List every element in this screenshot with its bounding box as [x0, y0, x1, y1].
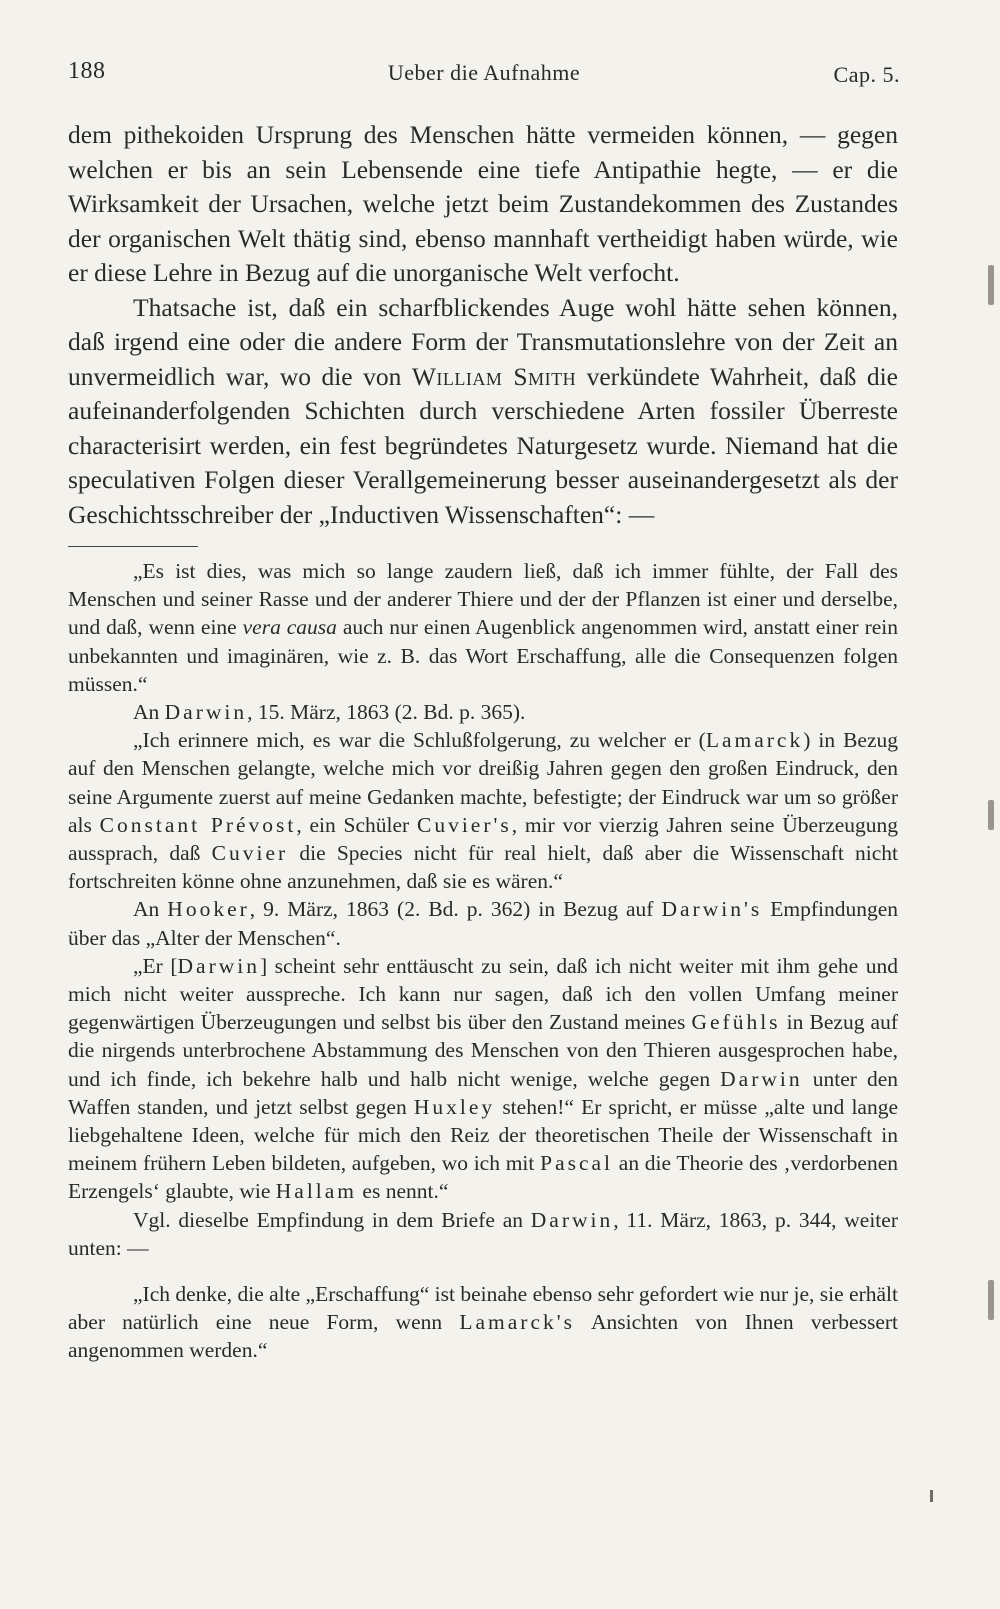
- main-text: [68, 118, 898, 1365]
- citation-2: An Hooker, 9. März, 1863 (2. Bd. p. 362) in Bezug auf Darwin's Empfindungen über das „Alter der Menschen“.: [68, 897, 899, 950]
- margin-artifact: [988, 265, 994, 305]
- margin-artifact: [988, 800, 994, 830]
- running-header: [68, 58, 900, 90]
- paper-speck: [930, 1490, 933, 1502]
- footnote-divider: [68, 546, 198, 547]
- quotation-2: „Ich erinnere mich, es war die Schlußfolgerung, zu welcher er (Lamarck) in Bezug auf den Menschen gelangte, welche mich vor dreißig Jahren gegen den großen Eindruck, den seine Argumente zuerst auf meine Gedanken machte, befestigte; der Eindruck war um so größer als Constant Prévost, ein Schüler Cuvier's, mir vor vierzig Jahren seine Überzeugung aussprach, daß Cuvier die Species nicht für real hielt, daß aber die Wissenschaft nicht fortschreiten könne ohne anzunehmen, daß sie es wären.“: [68, 728, 899, 894]
- citation-1: An Darwin, 15. März, 1863 (2. Bd. p. 365).: [133, 700, 526, 725]
- quotation-1: „Es ist dies, was mich so lange zaudern ließ, daß ich immer fühlte, der Fall des Menschen und seiner Rasse und der anderer Thiere und der der Pflanzen ist einer und derselbe, und daß, wenn eine vera causa auch nur einen Augenblick angenommen wird, anstatt einer rein unbekannten und imaginären, wie z. B. das Wort Erschaffung, alle die Consequenzen folgen müssen.“: [68, 559, 899, 696]
- page-number: 188: [68, 58, 106, 84]
- running-title: Ueber die Aufnahme: [387, 60, 581, 85]
- latin-term: vera causa: [242, 615, 337, 640]
- quotation-3: „Er [Darwin] scheint sehr enttäuscht zu sein, daß ich nicht weiter mit ihm gehe und mich nicht weiter ausspreche. Ich kann nur sagen, daß ich den vollen Umfang meiner gegenwärtigen Überzeugungen und selbst bis über den Zustand meines Gefühls in Bezug auf die nirgends unterbrochene Abstammung des Menschen von den Thieren ausgesprochen habe, und ich finde, ich bekehre halb und halb nicht wenige, welche gegen Darwin unter den Waffen standen, und jetzt selbst gegen Huxley stehen!“ Er spricht, er müsse „alte und lange liebgehaltene Ideen, welche für mich den Reiz der theoretischen Theile der Wissenschaft in meinem frühern Leben bildeten, aufgeben, wo ich mit Pascal an die Theorie des ‚verdorbenen Erzengels‘ glaubte, wie Hallam es nennt.“: [68, 953, 899, 1204]
- quotations-block: [68, 557, 898, 1365]
- citation-3: Vgl. dieselbe Empfindung in dem Briefe an Darwin, 11. März, 1863, p. 344, weiter unten: —: [68, 1207, 898, 1260]
- quotation-4: „Ich denke, die alte „Erschaffung“ ist beinahe ebenso sehr gefordert wie nur je, sie erhält aber natürlich eine neue Form, wenn Lamarck's Ansichten von Ihnen verbessert angenommen werden.“: [68, 1282, 898, 1363]
- margin-artifact: [988, 1280, 994, 1320]
- person-name: William Smith: [411, 361, 577, 391]
- paragraph-1: dem pithekoiden Ursprung des Menschen hätte vermeiden können, — gegen welchen er bis an sein Lebensende eine tiefe Antipathie hegte, — er die Wirksamkeit der Ursachen, welche jetzt beim Zustandekommen des Zustandes der organischen Welt thätig sind, ebenso mannhaft vertheidigt haben würde, wie er diese Lehre in Bezug auf die unorganische Welt verfocht.: [68, 120, 898, 287]
- paragraph-2: Thatsache ist, daß ein scharfblickendes Auge wohl hätte sehen können, daß irgend eine oder die andere Form der Transmutationslehre von der Zeit an unvermeidlich war, wo die von William Smith verkündete Wahrheit, daß die aufeinanderfolgenden Schichten durch verschiedene Arten fossiler Überreste characterisirt werden, ein fest begründetes Naturgesetz wurde. Niemand hat die speculativen Folgen dieser Verallgemeinerung besser auseinandergesetzt als der Geschichtsschreiber der „Inductiven Wissenschaften“: —: [68, 292, 899, 529]
- chapter-label: Cap. 5.: [833, 62, 900, 87]
